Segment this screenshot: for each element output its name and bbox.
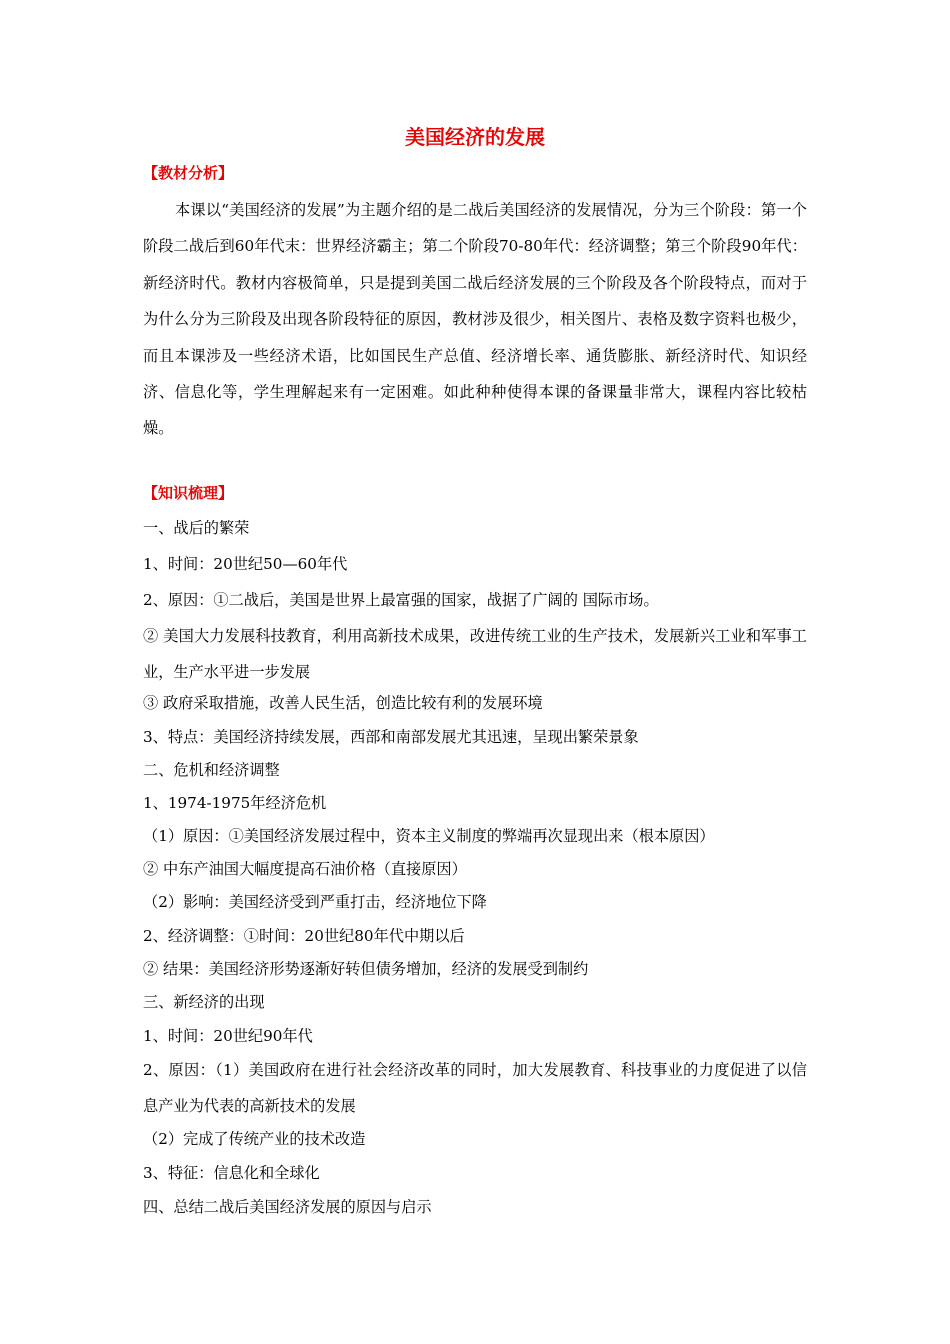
list-item: 1、时间：20世纪50—60年代 [143, 555, 348, 573]
list-item: 1、1974-1975年经济危机 [143, 794, 327, 812]
section-heading-4: 四、总结二战后美国经济发展的原因与启示 [143, 1198, 432, 1216]
list-item: 3、特征：信息化和全球化 [143, 1164, 320, 1182]
list-item: （2）完成了传统产业的技术改造 [143, 1130, 366, 1148]
list-item: 1、时间：20世纪90年代 [143, 1027, 313, 1045]
list-item: （1）原因：①美国经济发展过程中，资本主义制度的弊端再次显现出来（根本原因） [143, 827, 715, 845]
section-heading-1: 一、战后的繁荣 [143, 519, 250, 537]
section-heading-3: 三、新经济的出现 [143, 993, 265, 1011]
list-item: （2）影响：美国经济受到严重打击，经济地位下降 [143, 893, 487, 911]
section-heading-2: 二、危机和经济调整 [143, 761, 280, 779]
list-item: 2、经济调整：①时间：20世纪80年代中期以后 [143, 927, 465, 945]
document-title: 美国经济的发展 [405, 125, 545, 149]
list-item: 2、原因：①二战后，美国是世界上最富强的国家，战据了广阔的 国际市场。 [143, 591, 659, 609]
list-item: ③ 政府采取措施，改善人民生活，创造比较有利的发展环境 [143, 694, 543, 712]
list-item: 2、原因：（1）美国政府在进行社会经济改革的同时，加大发展教育、科技事业的力度促进了以信息产业为代表的高新技术的发展 [143, 1061, 807, 1115]
analysis-paragraph: 本课以“美国经济的发展”为主题介绍的是二战后美国经济的发展情况，分为三个阶段：第一个阶段二战后到60年代末：世界经济霸主；第二个阶段70-80年代：经济调整；第三个阶段90年代：新经济时代。教材内容极简单，只是提到美国二战后经济发展的三个阶段及各个阶段特点，而对于为什么分为三阶段及出现各阶段特征的原因，教材涉及很少，相关图片、表格及数字资料也极少，而且本课涉及一些经济术语，比如国民生产总值、经济增长率、通货膨胀、新经济时代、知识经济、信息化等，学生理解起来有一定困难。如此种种使得本课的备课量非常大，课程内容比较枯燥。 [143, 201, 807, 438]
list-item: 3、特点：美国经济持续发展，西部和南部发展尤其迅速，呈现出繁荣景象 [143, 728, 639, 746]
list-item: ② 中东产油国大幅度提高石油价格（直接原因） [143, 860, 467, 878]
analysis-heading: 【教材分析】 [143, 164, 234, 182]
list-item: ② 结果：美国经济形势逐渐好转但债务增加，经济的发展受到制约 [143, 960, 589, 978]
knowledge-heading: 【知识梳理】 [143, 484, 234, 502]
list-item: ② 美国大力发展科技教育，利用高新技术成果，改进传统工业的生产技术，发展新兴工业和军事工业，生产水平进一步发展 [143, 627, 807, 681]
